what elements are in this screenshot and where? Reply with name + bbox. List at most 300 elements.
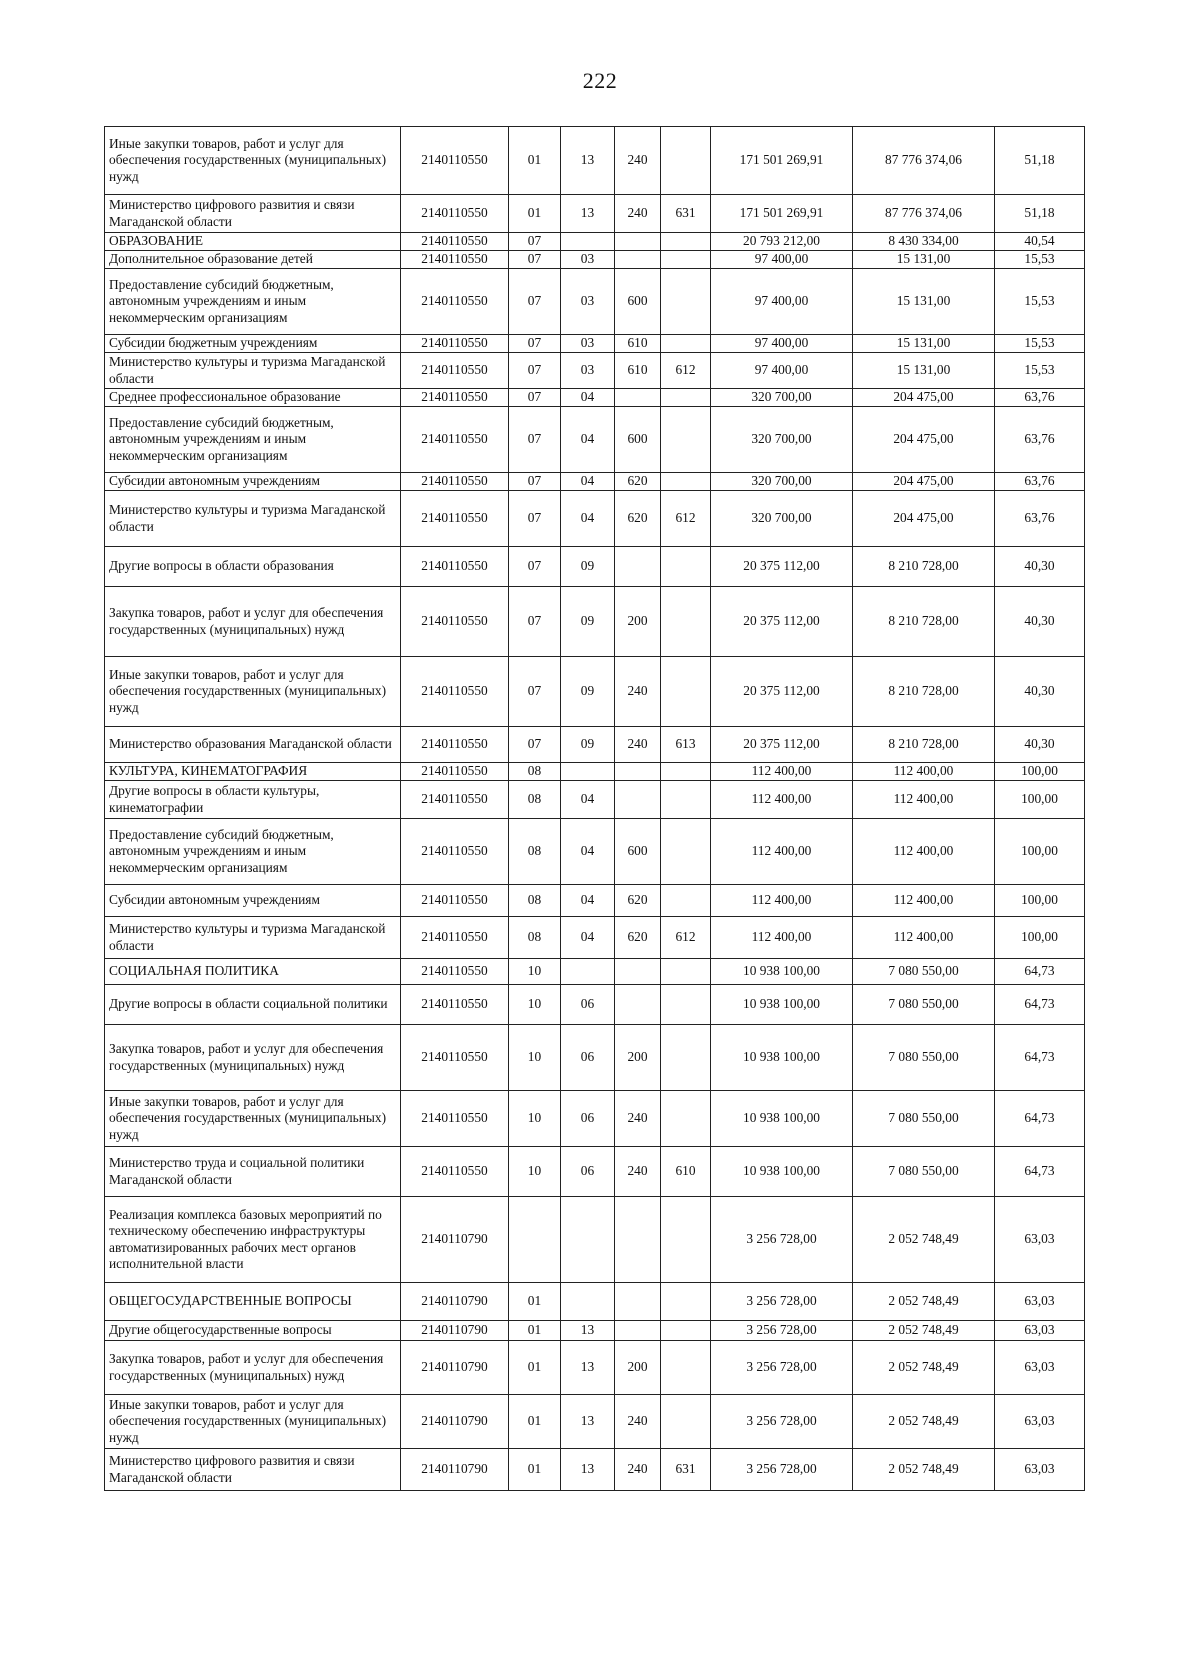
subsection-cell [561, 1197, 615, 1283]
row-name-cell: Министерство труда и социальной политики Магаданской области [105, 1147, 401, 1197]
planned-amount-cell: 10 938 100,00 [711, 1091, 853, 1147]
section-cell: 01 [509, 127, 561, 195]
expense-type-cell [615, 1283, 661, 1321]
admin-code-cell: 610 [661, 1147, 711, 1197]
target-article-cell: 2140110550 [401, 335, 509, 353]
executed-amount-cell: 7 080 550,00 [853, 1025, 995, 1091]
table-row [105, 1449, 1085, 1491]
expense-type-cell: 600 [615, 819, 661, 885]
executed-amount-cell: 112 400,00 [853, 885, 995, 917]
execution-percent-cell: 100,00 [995, 917, 1085, 959]
admin-code-cell [661, 885, 711, 917]
planned-amount-cell: 97 400,00 [711, 335, 853, 353]
target-article-cell: 2140110550 [401, 195, 509, 233]
section-cell: 07 [509, 657, 561, 727]
target-article-cell: 2140110790 [401, 1283, 509, 1321]
planned-amount-cell: 171 501 269,91 [711, 127, 853, 195]
table-row [105, 1197, 1085, 1283]
admin-code-cell [661, 1321, 711, 1341]
subsection-cell: 13 [561, 127, 615, 195]
expense-type-cell [615, 763, 661, 781]
section-cell: 07 [509, 587, 561, 657]
admin-code-cell [661, 657, 711, 727]
execution-percent-cell: 64,73 [995, 1025, 1085, 1091]
section-cell: 01 [509, 1341, 561, 1395]
expense-type-cell: 600 [615, 407, 661, 473]
admin-code-cell [661, 1395, 711, 1449]
admin-code-cell: 631 [661, 1449, 711, 1491]
target-article-cell: 2140110550 [401, 985, 509, 1025]
target-article-cell: 2140110550 [401, 473, 509, 491]
planned-amount-cell: 97 400,00 [711, 251, 853, 269]
row-name-cell: Предоставление субсидий бюджетным, автономным учреждениям и иным некоммерческим организациям [105, 269, 401, 335]
execution-percent-cell: 40,30 [995, 727, 1085, 763]
section-cell: 07 [509, 353, 561, 389]
admin-code-cell [661, 547, 711, 587]
admin-code-cell: 631 [661, 195, 711, 233]
expense-type-cell: 620 [615, 473, 661, 491]
row-name-cell: Другие вопросы в области культуры, кинематографии [105, 781, 401, 819]
target-article-cell: 2140110550 [401, 233, 509, 251]
planned-amount-cell: 20 375 112,00 [711, 587, 853, 657]
expense-type-cell: 600 [615, 269, 661, 335]
execution-percent-cell: 64,73 [995, 959, 1085, 985]
subsection-cell [561, 1283, 615, 1321]
executed-amount-cell: 112 400,00 [853, 781, 995, 819]
executed-amount-cell: 8 210 728,00 [853, 657, 995, 727]
section-cell: 10 [509, 1147, 561, 1197]
row-name-cell: Министерство цифрового развития и связи Магаданской области [105, 1449, 401, 1491]
expense-type-cell: 200 [615, 1025, 661, 1091]
table-row [105, 335, 1085, 353]
admin-code-cell: 612 [661, 491, 711, 547]
executed-amount-cell: 2 052 748,49 [853, 1197, 995, 1283]
row-name-cell: Иные закупки товаров, работ и услуг для обеспечения государственных (муниципальных) нужд [105, 1091, 401, 1147]
table-row [105, 251, 1085, 269]
target-article-cell: 2140110790 [401, 1395, 509, 1449]
execution-percent-cell: 63,76 [995, 407, 1085, 473]
table-row [105, 1395, 1085, 1449]
expense-type-cell [615, 389, 661, 407]
section-cell: 10 [509, 1025, 561, 1091]
executed-amount-cell: 2 052 748,49 [853, 1449, 995, 1491]
section-cell: 01 [509, 1321, 561, 1341]
subsection-cell [561, 959, 615, 985]
subsection-cell: 13 [561, 195, 615, 233]
executed-amount-cell: 112 400,00 [853, 819, 995, 885]
planned-amount-cell: 112 400,00 [711, 885, 853, 917]
expense-type-cell [615, 1197, 661, 1283]
subsection-cell: 06 [561, 1091, 615, 1147]
expense-type-cell [615, 781, 661, 819]
executed-amount-cell: 2 052 748,49 [853, 1341, 995, 1395]
row-name-cell: Министерство культуры и туризма Магаданской области [105, 491, 401, 547]
execution-percent-cell: 40,30 [995, 547, 1085, 587]
target-article-cell: 2140110550 [401, 763, 509, 781]
section-cell: 08 [509, 781, 561, 819]
admin-code-cell [661, 269, 711, 335]
subsection-cell: 04 [561, 389, 615, 407]
table-row [105, 269, 1085, 335]
section-cell: 08 [509, 885, 561, 917]
target-article-cell: 2140110550 [401, 127, 509, 195]
section-cell: 07 [509, 269, 561, 335]
target-article-cell: 2140110790 [401, 1341, 509, 1395]
table-row [105, 353, 1085, 389]
target-article-cell: 2140110550 [401, 353, 509, 389]
subsection-cell: 06 [561, 1025, 615, 1091]
expense-type-cell: 620 [615, 491, 661, 547]
expense-type-cell: 240 [615, 727, 661, 763]
row-name-cell: Предоставление субсидий бюджетным, автономным учреждениям и иным некоммерческим организациям [105, 819, 401, 885]
subsection-cell: 06 [561, 1147, 615, 1197]
subsection-cell: 04 [561, 885, 615, 917]
expense-type-cell: 240 [615, 1449, 661, 1491]
row-name-cell: Реализация комплекса базовых мероприятий по техническому обеспечению инфраструктуры автоматизированных рабочих мест органов исполнительной власти [105, 1197, 401, 1283]
execution-percent-cell: 40,54 [995, 233, 1085, 251]
admin-code-cell [661, 1197, 711, 1283]
budget-table [104, 126, 1085, 1491]
execution-percent-cell: 63,03 [995, 1197, 1085, 1283]
target-article-cell: 2140110550 [401, 491, 509, 547]
expense-type-cell: 610 [615, 353, 661, 389]
executed-amount-cell: 2 052 748,49 [853, 1321, 995, 1341]
execution-percent-cell: 100,00 [995, 885, 1085, 917]
row-name-cell: Закупка товаров, работ и услуг для обеспечения государственных (муниципальных) нужд [105, 1025, 401, 1091]
target-article-cell: 2140110550 [401, 407, 509, 473]
executed-amount-cell: 15 131,00 [853, 269, 995, 335]
table-row [105, 781, 1085, 819]
table-row [105, 763, 1085, 781]
planned-amount-cell: 3 256 728,00 [711, 1341, 853, 1395]
expense-type-cell: 610 [615, 335, 661, 353]
section-cell: 10 [509, 959, 561, 985]
planned-amount-cell: 97 400,00 [711, 269, 853, 335]
target-article-cell: 2140110550 [401, 547, 509, 587]
subsection-cell: 13 [561, 1321, 615, 1341]
admin-code-cell [661, 959, 711, 985]
target-article-cell: 2140110550 [401, 959, 509, 985]
table-row [105, 917, 1085, 959]
executed-amount-cell: 87 776 374,06 [853, 195, 995, 233]
planned-amount-cell: 20 375 112,00 [711, 657, 853, 727]
target-article-cell: 2140110550 [401, 727, 509, 763]
row-name-cell: Иные закупки товаров, работ и услуг для обеспечения государственных (муниципальных) нужд [105, 657, 401, 727]
target-article-cell: 2140110550 [401, 885, 509, 917]
row-name-cell: Среднее профессиональное образование [105, 389, 401, 407]
row-name-cell: Министерство культуры и туризма Магаданской области [105, 917, 401, 959]
section-cell: 07 [509, 491, 561, 547]
executed-amount-cell: 112 400,00 [853, 917, 995, 959]
subsection-cell: 04 [561, 491, 615, 547]
target-article-cell: 2140110550 [401, 587, 509, 657]
execution-percent-cell: 51,18 [995, 195, 1085, 233]
expense-type-cell: 200 [615, 1341, 661, 1395]
subsection-cell [561, 233, 615, 251]
planned-amount-cell: 320 700,00 [711, 473, 853, 491]
table-row [105, 1321, 1085, 1341]
subsection-cell: 09 [561, 727, 615, 763]
table-row [105, 389, 1085, 407]
executed-amount-cell: 204 475,00 [853, 407, 995, 473]
admin-code-cell [661, 233, 711, 251]
subsection-cell: 03 [561, 251, 615, 269]
table-row [105, 1025, 1085, 1091]
table-row [105, 587, 1085, 657]
expense-type-cell [615, 959, 661, 985]
table-row [105, 1341, 1085, 1395]
executed-amount-cell: 2 052 748,49 [853, 1283, 995, 1321]
table-row [105, 407, 1085, 473]
executed-amount-cell: 2 052 748,49 [853, 1395, 995, 1449]
row-name-cell: Субсидии бюджетным учреждениям [105, 335, 401, 353]
subsection-cell: 04 [561, 473, 615, 491]
planned-amount-cell: 171 501 269,91 [711, 195, 853, 233]
executed-amount-cell: 7 080 550,00 [853, 985, 995, 1025]
executed-amount-cell: 204 475,00 [853, 491, 995, 547]
admin-code-cell [661, 587, 711, 657]
row-name-cell: Иные закупки товаров, работ и услуг для обеспечения государственных (муниципальных) нужд [105, 1395, 401, 1449]
expense-type-cell [615, 547, 661, 587]
section-cell: 07 [509, 407, 561, 473]
execution-percent-cell: 63,03 [995, 1449, 1085, 1491]
executed-amount-cell: 8 210 728,00 [853, 727, 995, 763]
table-row [105, 727, 1085, 763]
planned-amount-cell: 112 400,00 [711, 781, 853, 819]
execution-percent-cell: 64,73 [995, 1091, 1085, 1147]
planned-amount-cell: 10 938 100,00 [711, 959, 853, 985]
execution-percent-cell: 51,18 [995, 127, 1085, 195]
planned-amount-cell: 3 256 728,00 [711, 1321, 853, 1341]
admin-code-cell: 612 [661, 917, 711, 959]
table-row [105, 233, 1085, 251]
target-article-cell: 2140110550 [401, 389, 509, 407]
admin-code-cell [661, 251, 711, 269]
executed-amount-cell: 7 080 550,00 [853, 1147, 995, 1197]
subsection-cell: 09 [561, 657, 615, 727]
target-article-cell: 2140110550 [401, 1147, 509, 1197]
planned-amount-cell: 320 700,00 [711, 491, 853, 547]
expense-type-cell: 240 [615, 1147, 661, 1197]
expense-type-cell: 240 [615, 657, 661, 727]
expense-type-cell [615, 233, 661, 251]
subsection-cell: 13 [561, 1341, 615, 1395]
section-cell: 08 [509, 763, 561, 781]
expense-type-cell: 240 [615, 127, 661, 195]
executed-amount-cell: 204 475,00 [853, 473, 995, 491]
section-cell: 07 [509, 473, 561, 491]
section-cell: 07 [509, 335, 561, 353]
section-cell: 07 [509, 389, 561, 407]
planned-amount-cell: 320 700,00 [711, 407, 853, 473]
subsection-cell: 09 [561, 547, 615, 587]
table-row [105, 127, 1085, 195]
subsection-cell: 09 [561, 587, 615, 657]
target-article-cell: 2140110550 [401, 917, 509, 959]
execution-percent-cell: 15,53 [995, 335, 1085, 353]
row-name-cell: Министерство культуры и туризма Магаданской области [105, 353, 401, 389]
section-cell: 10 [509, 985, 561, 1025]
executed-amount-cell: 8 210 728,00 [853, 587, 995, 657]
row-name-cell: Закупка товаров, работ и услуг для обеспечения государственных (муниципальных) нужд [105, 1341, 401, 1395]
execution-percent-cell: 63,03 [995, 1395, 1085, 1449]
admin-code-cell [661, 473, 711, 491]
planned-amount-cell: 112 400,00 [711, 917, 853, 959]
target-article-cell: 2140110550 [401, 269, 509, 335]
table-body [105, 127, 1085, 1491]
execution-percent-cell: 40,30 [995, 587, 1085, 657]
table-row [105, 1091, 1085, 1147]
execution-percent-cell: 63,76 [995, 473, 1085, 491]
table-row [105, 491, 1085, 547]
target-article-cell: 2140110550 [401, 251, 509, 269]
table-row [105, 959, 1085, 985]
admin-code-cell [661, 389, 711, 407]
section-cell [509, 1197, 561, 1283]
planned-amount-cell: 97 400,00 [711, 353, 853, 389]
execution-percent-cell: 64,73 [995, 1147, 1085, 1197]
target-article-cell: 2140110790 [401, 1197, 509, 1283]
target-article-cell: 2140110550 [401, 781, 509, 819]
execution-percent-cell: 100,00 [995, 781, 1085, 819]
planned-amount-cell: 10 938 100,00 [711, 1147, 853, 1197]
row-name-cell: Министерство образования Магаданской области [105, 727, 401, 763]
section-cell: 07 [509, 251, 561, 269]
execution-percent-cell: 63,03 [995, 1283, 1085, 1321]
row-name-cell: ОБРАЗОВАНИЕ [105, 233, 401, 251]
admin-code-cell [661, 407, 711, 473]
row-name-cell: Закупка товаров, работ и услуг для обеспечения государственных (муниципальных) нужд [105, 587, 401, 657]
subsection-cell: 03 [561, 335, 615, 353]
executed-amount-cell: 112 400,00 [853, 763, 995, 781]
row-name-cell: ОБЩЕГОСУДАРСТВЕННЫЕ ВОПРОСЫ [105, 1283, 401, 1321]
subsection-cell: 04 [561, 917, 615, 959]
page-number: 222 [582, 68, 618, 93]
target-article-cell: 2140110790 [401, 1449, 509, 1491]
admin-code-cell [661, 985, 711, 1025]
planned-amount-cell: 3 256 728,00 [711, 1395, 853, 1449]
row-name-cell: СОЦИАЛЬНАЯ ПОЛИТИКА [105, 959, 401, 985]
expense-type-cell [615, 251, 661, 269]
expense-type-cell: 240 [615, 1091, 661, 1147]
table-row [105, 819, 1085, 885]
row-name-cell: Иные закупки товаров, работ и услуг для обеспечения государственных (муниципальных) нужд [105, 127, 401, 195]
planned-amount-cell: 20 375 112,00 [711, 547, 853, 587]
expense-type-cell [615, 985, 661, 1025]
row-name-cell: Дополнительное образование детей [105, 251, 401, 269]
execution-percent-cell: 40,30 [995, 657, 1085, 727]
row-name-cell: Министерство цифрового развития и связи Магаданской области [105, 195, 401, 233]
execution-percent-cell: 63,03 [995, 1321, 1085, 1341]
subsection-cell: 04 [561, 407, 615, 473]
admin-code-cell [661, 127, 711, 195]
table-row [105, 985, 1085, 1025]
expense-type-cell: 240 [615, 1395, 661, 1449]
planned-amount-cell: 3 256 728,00 [711, 1283, 853, 1321]
target-article-cell: 2140110550 [401, 819, 509, 885]
admin-code-cell [661, 335, 711, 353]
subsection-cell [561, 763, 615, 781]
expense-type-cell: 200 [615, 587, 661, 657]
executed-amount-cell: 8 210 728,00 [853, 547, 995, 587]
subsection-cell: 04 [561, 781, 615, 819]
section-cell: 07 [509, 547, 561, 587]
row-name-cell: Другие общегосударственные вопросы [105, 1321, 401, 1341]
row-name-cell: Предоставление субсидий бюджетным, автономным учреждениям и иным некоммерческим организациям [105, 407, 401, 473]
planned-amount-cell: 20 793 212,00 [711, 233, 853, 251]
subsection-cell: 03 [561, 269, 615, 335]
section-cell: 08 [509, 917, 561, 959]
target-article-cell: 2140110790 [401, 1321, 509, 1341]
subsection-cell: 03 [561, 353, 615, 389]
table-row [105, 1283, 1085, 1321]
expense-type-cell: 240 [615, 195, 661, 233]
executed-amount-cell: 8 430 334,00 [853, 233, 995, 251]
target-article-cell: 2140110550 [401, 657, 509, 727]
admin-code-cell: 613 [661, 727, 711, 763]
table-row [105, 473, 1085, 491]
execution-percent-cell: 15,53 [995, 251, 1085, 269]
section-cell: 07 [509, 233, 561, 251]
executed-amount-cell: 15 131,00 [853, 251, 995, 269]
executed-amount-cell: 7 080 550,00 [853, 959, 995, 985]
section-cell: 08 [509, 819, 561, 885]
executed-amount-cell: 7 080 550,00 [853, 1091, 995, 1147]
planned-amount-cell: 112 400,00 [711, 819, 853, 885]
planned-amount-cell: 20 375 112,00 [711, 727, 853, 763]
section-cell: 01 [509, 195, 561, 233]
section-cell: 01 [509, 1283, 561, 1321]
target-article-cell: 2140110550 [401, 1025, 509, 1091]
table-row [105, 547, 1085, 587]
admin-code-cell [661, 1341, 711, 1395]
expense-type-cell: 620 [615, 917, 661, 959]
admin-code-cell [661, 781, 711, 819]
execution-percent-cell: 63,03 [995, 1341, 1085, 1395]
execution-percent-cell: 63,76 [995, 491, 1085, 547]
expense-type-cell [615, 1321, 661, 1341]
admin-code-cell [661, 1025, 711, 1091]
planned-amount-cell: 10 938 100,00 [711, 985, 853, 1025]
planned-amount-cell: 10 938 100,00 [711, 1025, 853, 1091]
planned-amount-cell: 112 400,00 [711, 763, 853, 781]
row-name-cell: Другие вопросы в области социальной политики [105, 985, 401, 1025]
target-article-cell: 2140110550 [401, 1091, 509, 1147]
subsection-cell: 13 [561, 1395, 615, 1449]
subsection-cell: 04 [561, 819, 615, 885]
execution-percent-cell: 15,53 [995, 353, 1085, 389]
section-cell: 10 [509, 1091, 561, 1147]
row-name-cell: Субсидии автономным учреждениям [105, 885, 401, 917]
expense-type-cell: 620 [615, 885, 661, 917]
section-cell: 01 [509, 1449, 561, 1491]
executed-amount-cell: 15 131,00 [853, 335, 995, 353]
executed-amount-cell: 204 475,00 [853, 389, 995, 407]
admin-code-cell: 612 [661, 353, 711, 389]
admin-code-cell [661, 763, 711, 781]
row-name-cell: КУЛЬТУРА, КИНЕМАТОГРАФИЯ [105, 763, 401, 781]
admin-code-cell [661, 1283, 711, 1321]
row-name-cell: Другие вопросы в области образования [105, 547, 401, 587]
execution-percent-cell: 100,00 [995, 763, 1085, 781]
table-row [105, 885, 1085, 917]
table-row [105, 657, 1085, 727]
planned-amount-cell: 3 256 728,00 [711, 1197, 853, 1283]
execution-percent-cell: 64,73 [995, 985, 1085, 1025]
section-cell: 01 [509, 1395, 561, 1449]
subsection-cell: 06 [561, 985, 615, 1025]
execution-percent-cell: 100,00 [995, 819, 1085, 885]
